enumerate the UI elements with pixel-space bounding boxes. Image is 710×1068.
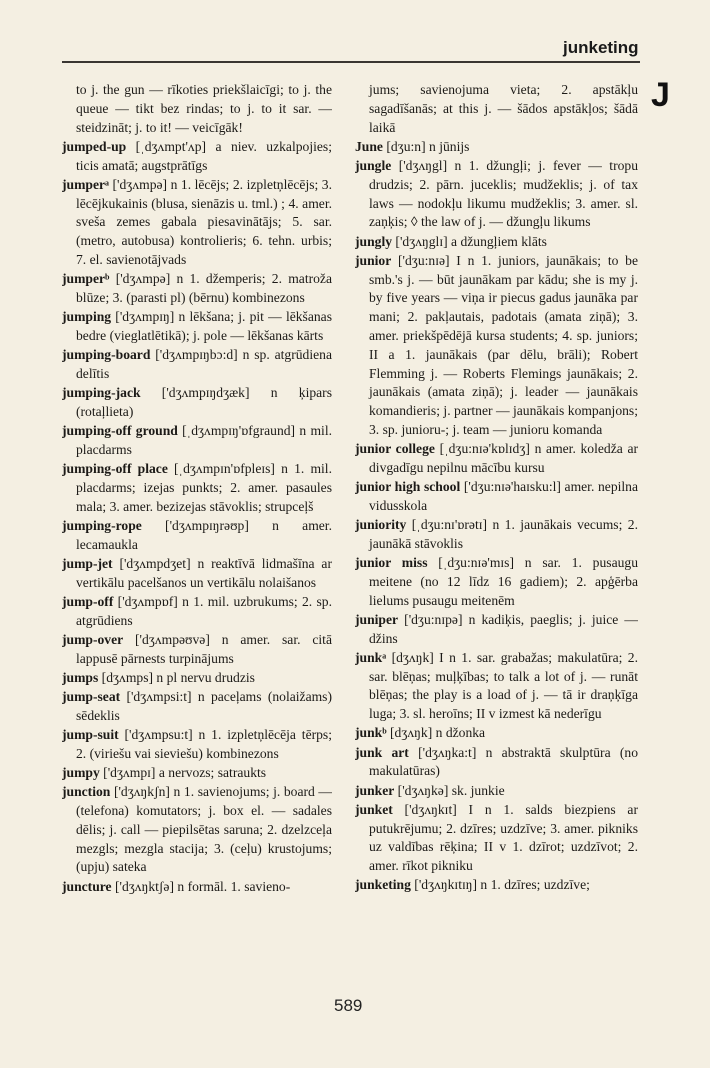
dictionary-entry <box>355 516 638 554</box>
entry-definition: [ˌdʒʌmpɪn'ɒfpleɪs] n 1. mil. placdarms; izejas punkts; 2. amer. pasaules mala; 3. amer. bezizejas stāvoklis; strupceļš <box>76 461 332 514</box>
entry-headword: jungle <box>355 157 392 173</box>
dictionary-entry <box>62 460 332 516</box>
dictionary-entry <box>355 233 638 252</box>
dictionary-entry <box>62 878 332 897</box>
entry-headword: jumping-off place <box>62 461 168 477</box>
entry-headword: jump-over <box>62 631 124 647</box>
entry-definition: [ˌdʒʌmpɪŋ'ɒfgraund] n mil. placdarms <box>76 423 332 457</box>
entry-definition: ['dʒu:nɪə] I n 1. juniors, jaunākais; to be smb.'s j. — būt jaunākam par kādu; she is my j. by five years — viņa ir piecus gadus jaunāka par mani; 2. pakļautais, padotais (amata ziņā); 3. amer. priekšpēdējā kursa students; 4. sp. juniors; II a 1. jaunākais (par dēlu, brāli); Robert Flemming j. — Roberts Flemings jaunākais; 2. jaunākais (amata ziņā); j. leader — jaunākais komandieris; j. partner — jaunākais kompanjons; 3. sp. junioru-; j. team — junioru komanda <box>369 252 638 437</box>
dictionary-entry <box>62 555 332 593</box>
dictionary-entry <box>355 611 638 649</box>
entry-definition: [ˌdʒʌmpt'ʌp] a niev. uzkalpojies; ticis amatā; augstprātīgs <box>76 138 332 173</box>
entry-definition: [ˌdʒu:nɪ'ɒrətɪ] n 1. jaunākais vecums; 2. jaunākā stāvoklis <box>369 517 638 551</box>
letter-tab: J <box>651 76 670 114</box>
entry-definition: ['dʒʌmpɪŋ] n lēkšana; j. pit — lēkšanas bedre (vieglatlētikā); j. pole — lēkšanas kārts <box>76 309 332 343</box>
entry-definition: ['dʒʌmpɪŋdʒæk] n ķipars (rotaļlieta) <box>76 385 332 419</box>
dictionary-entry <box>62 726 332 764</box>
entry-headword: junket <box>355 801 393 817</box>
entry-headword: juniper <box>355 611 399 627</box>
entry-definition: [dʒʌmps] n pl nervu drudzis <box>98 669 255 685</box>
entry-headword: jumping-rope <box>62 517 142 533</box>
entry-headword: junkᵇ <box>355 725 387 741</box>
entry-headword: jumped-up <box>62 138 127 154</box>
entry-definition: jums; savienojuma vieta; 2. apstākļu sagadīšanās; at this j. — šādos apstākļos; šādā laikā <box>369 82 638 135</box>
dictionary-entry <box>62 517 332 555</box>
entry-definition: ['dʒʌŋkɪtɪŋ] n 1. dzīres; uzdzīve; <box>410 877 590 893</box>
dictionary-entry <box>62 422 332 460</box>
entry-headword: jump-suit <box>62 726 119 742</box>
entry-headword: jumperᵃ <box>62 176 110 192</box>
entry-headword: jumping-jack <box>62 385 141 401</box>
entry-definition: ['dʒʌŋglɪ] a džungļiem klāts <box>392 233 547 249</box>
entry-headword: junketing <box>355 877 411 893</box>
dictionary-entry <box>62 669 332 688</box>
entry-headword: jumping-off ground <box>62 423 178 439</box>
entry-definition: ['dʒʌmpəʊvə] n amer. sar. citā lappusē pārnests turpinājums <box>76 631 332 666</box>
entry-headword: junk art <box>355 744 409 760</box>
right-column <box>355 81 638 981</box>
header-rule <box>62 61 640 63</box>
entry-headword: junkᵃ <box>355 649 387 665</box>
entry-headword: juncture <box>62 878 112 894</box>
left-column <box>62 81 332 981</box>
entry-headword: jumpy <box>62 764 100 780</box>
entry-definition: ['dʒʌmpɒf] n 1. mil. uzbrukums; 2. sp. atgrūdiens <box>76 593 332 628</box>
entry-headword: junior college <box>355 441 435 457</box>
dictionary-entry <box>355 478 638 516</box>
entry-definition: ['dʒu:nɪə'haɪsku:l] amer. nepilna vidusskola <box>369 479 638 513</box>
entry-headword: junior miss <box>355 555 428 571</box>
dictionary-entry <box>355 157 638 232</box>
dictionary-entry <box>62 384 332 422</box>
entry-headword: jumperᵇ <box>62 271 110 287</box>
running-head: junketing <box>563 38 639 57</box>
dictionary-entry <box>355 649 638 724</box>
entry-definition: [ˌdʒu:nɪə'mɪs] n sar. 1. pusaugu meitene (no 12 līdz 16 gadiem); 2. apģērba lielums pusaugu meitenēm <box>369 555 638 608</box>
entry-headword: jumping-board <box>62 347 151 363</box>
dictionary-entry <box>355 138 638 157</box>
entry-headword: June <box>355 138 383 154</box>
dictionary-entry <box>62 176 332 270</box>
dictionary-entry <box>355 782 638 801</box>
entry-headword: junker <box>355 782 395 798</box>
dictionary-entry <box>355 81 638 137</box>
dictionary-entry <box>62 783 332 877</box>
entry-definition: ['dʒʌŋktʃə] n formāl. 1. savieno- <box>111 878 291 894</box>
dictionary-entry <box>62 308 332 346</box>
dictionary-entry <box>62 688 332 726</box>
dictionary-entry <box>355 744 638 782</box>
entry-definition: ['dʒʌmpdʒet] n reaktīvā lidmašīna ar vertikālu pacelšanos un vertikālu nolaišanos <box>76 555 332 590</box>
dictionary-entry <box>62 593 332 631</box>
dictionary-entry <box>62 631 332 669</box>
entry-definition: ['dʒʌŋkɪt] I n 1. salds biezpiens ar putukrējumu; 2. dzīres; uzdzīve; 3. amer. pikniks uz valdības rēķina; II v 1. dzīrot; uzdzīvot; 2. amer. rīkot pikniku <box>369 801 638 874</box>
entry-definition: ['dʒʌŋgl] n 1. džungļi; j. fever — tropu drudzis; 2. pārn. juceklis; mudžeklis; j. of tax laws — nodokļu likumu mudžeklis; 3. amer. sl. zaņķis; ◊ the law of j. — džungļu likums <box>369 157 638 230</box>
page-number: 589 <box>334 996 363 1015</box>
entry-definition: ['dʒʌŋka:t] n abstraktā skulptūra (no makulatūras) <box>369 744 638 779</box>
dictionary-entry <box>355 724 638 743</box>
dictionary-entry <box>355 440 638 478</box>
dictionary-entry <box>62 346 332 384</box>
entry-headword: jump-jet <box>62 555 113 571</box>
entry-definition: ['dʒu:nɪpə] n kadiķis, paeglis; j. juice — džins <box>369 611 638 646</box>
entry-headword: junior high school <box>355 479 461 495</box>
entry-definition: [dʒʌŋk] I n 1. sar. grabažas; makulatūra; 2. sar. blēņas; muļķības; to talk a lot of j. — runāt blēņas; the play is a load of j. — tā ir draņķīga luga; 3. sl. heroīns; II v izmest kā nederīgu <box>369 649 638 722</box>
entry-headword: jumping <box>62 309 112 325</box>
entry-definition: ['dʒʌmpə] n 1. lēcējs; 2. izpletņlēcējs; 3. lēcējkukainis (blusa, sienāzis u. tml.) ; 4. amer. sveša zemes gabala piesavinātājs; 5. sar. (metro, autobusa) kontrolieris; 6. tehn. urbis; 7. el. savienotājvads <box>76 176 332 267</box>
dictionary-entry <box>62 81 332 137</box>
entry-definition: [dʒʌŋk] n džonka <box>386 725 486 741</box>
dictionary-entry <box>355 876 638 895</box>
entry-definition: ['dʒʌmpə] n 1. džemperis; 2. matroža blūze; 3. (parasti pl) (bērnu) kombinezons <box>76 271 332 305</box>
dictionary-entry <box>62 764 332 783</box>
dictionary-entry <box>355 801 638 876</box>
entry-definition: ['dʒʌŋkʃn] n 1. savienojums; j. board — (telefona) komutators; j. box el. — sadales dēlis; j. call — piepilsētas saruna; 2. dzelzceļa mezgls; mezgla stacija; 3. (ceļu) krustojums; (upju) sateka <box>76 784 332 875</box>
entry-definition: ['dʒʌmpsu:t] n 1. izpletņlēcēja tērps; 2. (viriešu vai sieviešu) kombinezons <box>76 726 332 761</box>
entry-definition: ['dʒʌmpɪŋbɔ:d] n sp. atgrūdiena delītis <box>76 347 332 381</box>
entry-headword: juniority <box>355 517 407 533</box>
entry-definition: [dʒu:n] n jūnijs <box>382 138 470 154</box>
entry-headword: jump-seat <box>62 688 121 704</box>
entry-definition: ['dʒʌmpɪ] a nervozs; satraukts <box>99 764 267 780</box>
dictionary-entry <box>62 270 332 308</box>
dictionary-entry <box>355 554 638 610</box>
entry-headword: junction <box>62 784 111 800</box>
entry-definition: ['dʒʌŋkə] sk. junkie <box>394 782 505 798</box>
entry-definition: [ˌdʒu:nɪə'kɒlɪdʒ] n amer. koledža ar divgadīgu nepilnu mācību kursu <box>369 441 638 475</box>
dictionary-entry <box>355 252 638 440</box>
entry-headword: jump-off <box>62 593 114 609</box>
entry-definition: to j. the gun — rīkoties priekšlaicīgi; to j. the queue — tikt bez rindas; to j. to it sar. — steidzināt; j. to it! — veicīgāk! <box>76 82 332 135</box>
entry-headword: jungly <box>355 233 393 249</box>
entry-definition: ['dʒʌmpsi:t] n paceļams (nolaižams) sēdeklis <box>76 688 332 723</box>
entry-definition: ['dʒʌmpɪŋrəʊp] n amer. lecamaukla <box>76 517 332 552</box>
entry-headword: junior <box>355 252 392 268</box>
dictionary-entry <box>62 138 332 176</box>
entry-headword: jumps <box>62 669 99 685</box>
